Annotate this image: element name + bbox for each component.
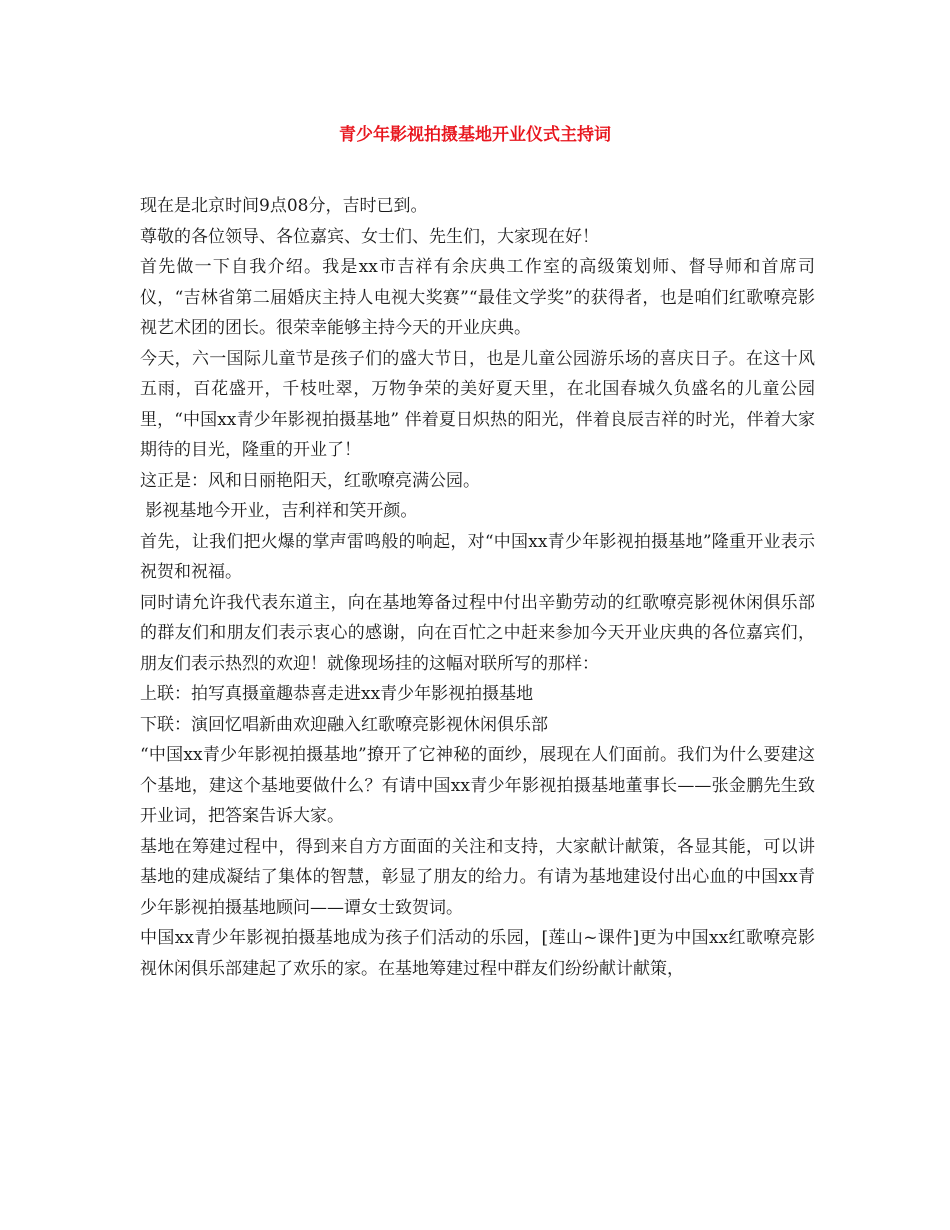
paragraph-couplet-lower: 下联：演回忆唱新曲欢迎融入红歌嘹亮影视休闲俱乐部 bbox=[140, 714, 548, 735]
document-body bbox=[140, 191, 815, 984]
paragraph-greeting: 尊敬的各位领导、各位嘉宾、女士们、先生们，大家现在好！ bbox=[140, 226, 599, 247]
paragraph-chairman: “中国xx青少年影视拍摄基地”撩开了它神秘的面纱，展现在人们面前。我们为什么要建这个基地，建这个基地要做什么？有请中国xx青少年影视拍摄基地董事长——张金鹏先生致开业词，把答案告诉大家。 bbox=[140, 745, 815, 826]
paragraph-advisor: 基地在筹建过程中，得到来自方方面面的关注和支持，大家献计献策，各显其能，可以讲基地的建成凝结了集体的智慧，彰显了朋友的给力。有请为基地建设付出心血的中国xx青少年影视拍摄基地顾问——谭女士致贺词。 bbox=[140, 836, 815, 918]
paragraph-occasion: 今天，六一国际儿童节是孩子们的盛大节日，也是儿童公园游乐场的喜庆日子。在这十风五雨，百花盛开，千枝吐翠，万物争荣的美好夏天里，在北国春城久负盛名的儿童公园里，“中国xx青少年影视拍摄基地” 伴着夏日炽热的阳光，伴着良辰吉祥的时光，伴着大家期待的目光，隆重的开业了！ bbox=[140, 348, 815, 460]
paragraph-time: 现在是北京时间9点08分，吉时已到。 bbox=[140, 196, 428, 216]
paragraph-couplet-upper: 上联：拍写真摄童趣恭喜走进xx青少年影视拍摄基地 bbox=[140, 684, 534, 704]
paragraph-self-intro: 首先做一下自我介绍。我是xx市吉祥有余庆典工作室的高级策划师、督导师和首席司仪，“吉林省第二届婚庆主持人电视大奖赛”“最佳文学奖”的获得者，也是咱们红歌嘹亮影视艺术团的团长。很荣幸能够主持今天的开业庆典。 bbox=[140, 257, 815, 338]
paragraph-verse-line-2: 影视基地今开业，吉利祥和笑开颜。 bbox=[140, 501, 418, 521]
paragraph-thanks: 同时请允许我代表东道主，向在基地筹备过程中付出辛勤劳动的红歌嘹亮影视休闲俱乐部的群友们和朋友们表示衷心的感谢，向在百忙之中赶来参加今天开业庆典的各位嘉宾们，朋友们表示热烈的欢迎！就像现场挂的这幅对联所写的那样： bbox=[140, 592, 815, 674]
paragraph-verse-line-1: 这正是：风和日丽艳阳天，红歌嘹亮满公园。 bbox=[140, 470, 480, 491]
paragraph-applause: 首先，让我们把火爆的掌声雷鸣般的响起，对“中国xx青少年影视拍摄基地”隆重开业表示祝贺和祝福。 bbox=[140, 531, 815, 582]
paragraph-club-home: 中国xx青少年影视拍摄基地成为孩子们活动的乐园，[莲山~课件]更为中国xx红歌嘹亮影视休闲俱乐部建起了欢乐的家。在基地筹建过程中群友们纷纷献计献策， bbox=[140, 928, 815, 979]
document-title: 青少年影视拍摄基地开业仪式主持词 bbox=[339, 125, 611, 145]
